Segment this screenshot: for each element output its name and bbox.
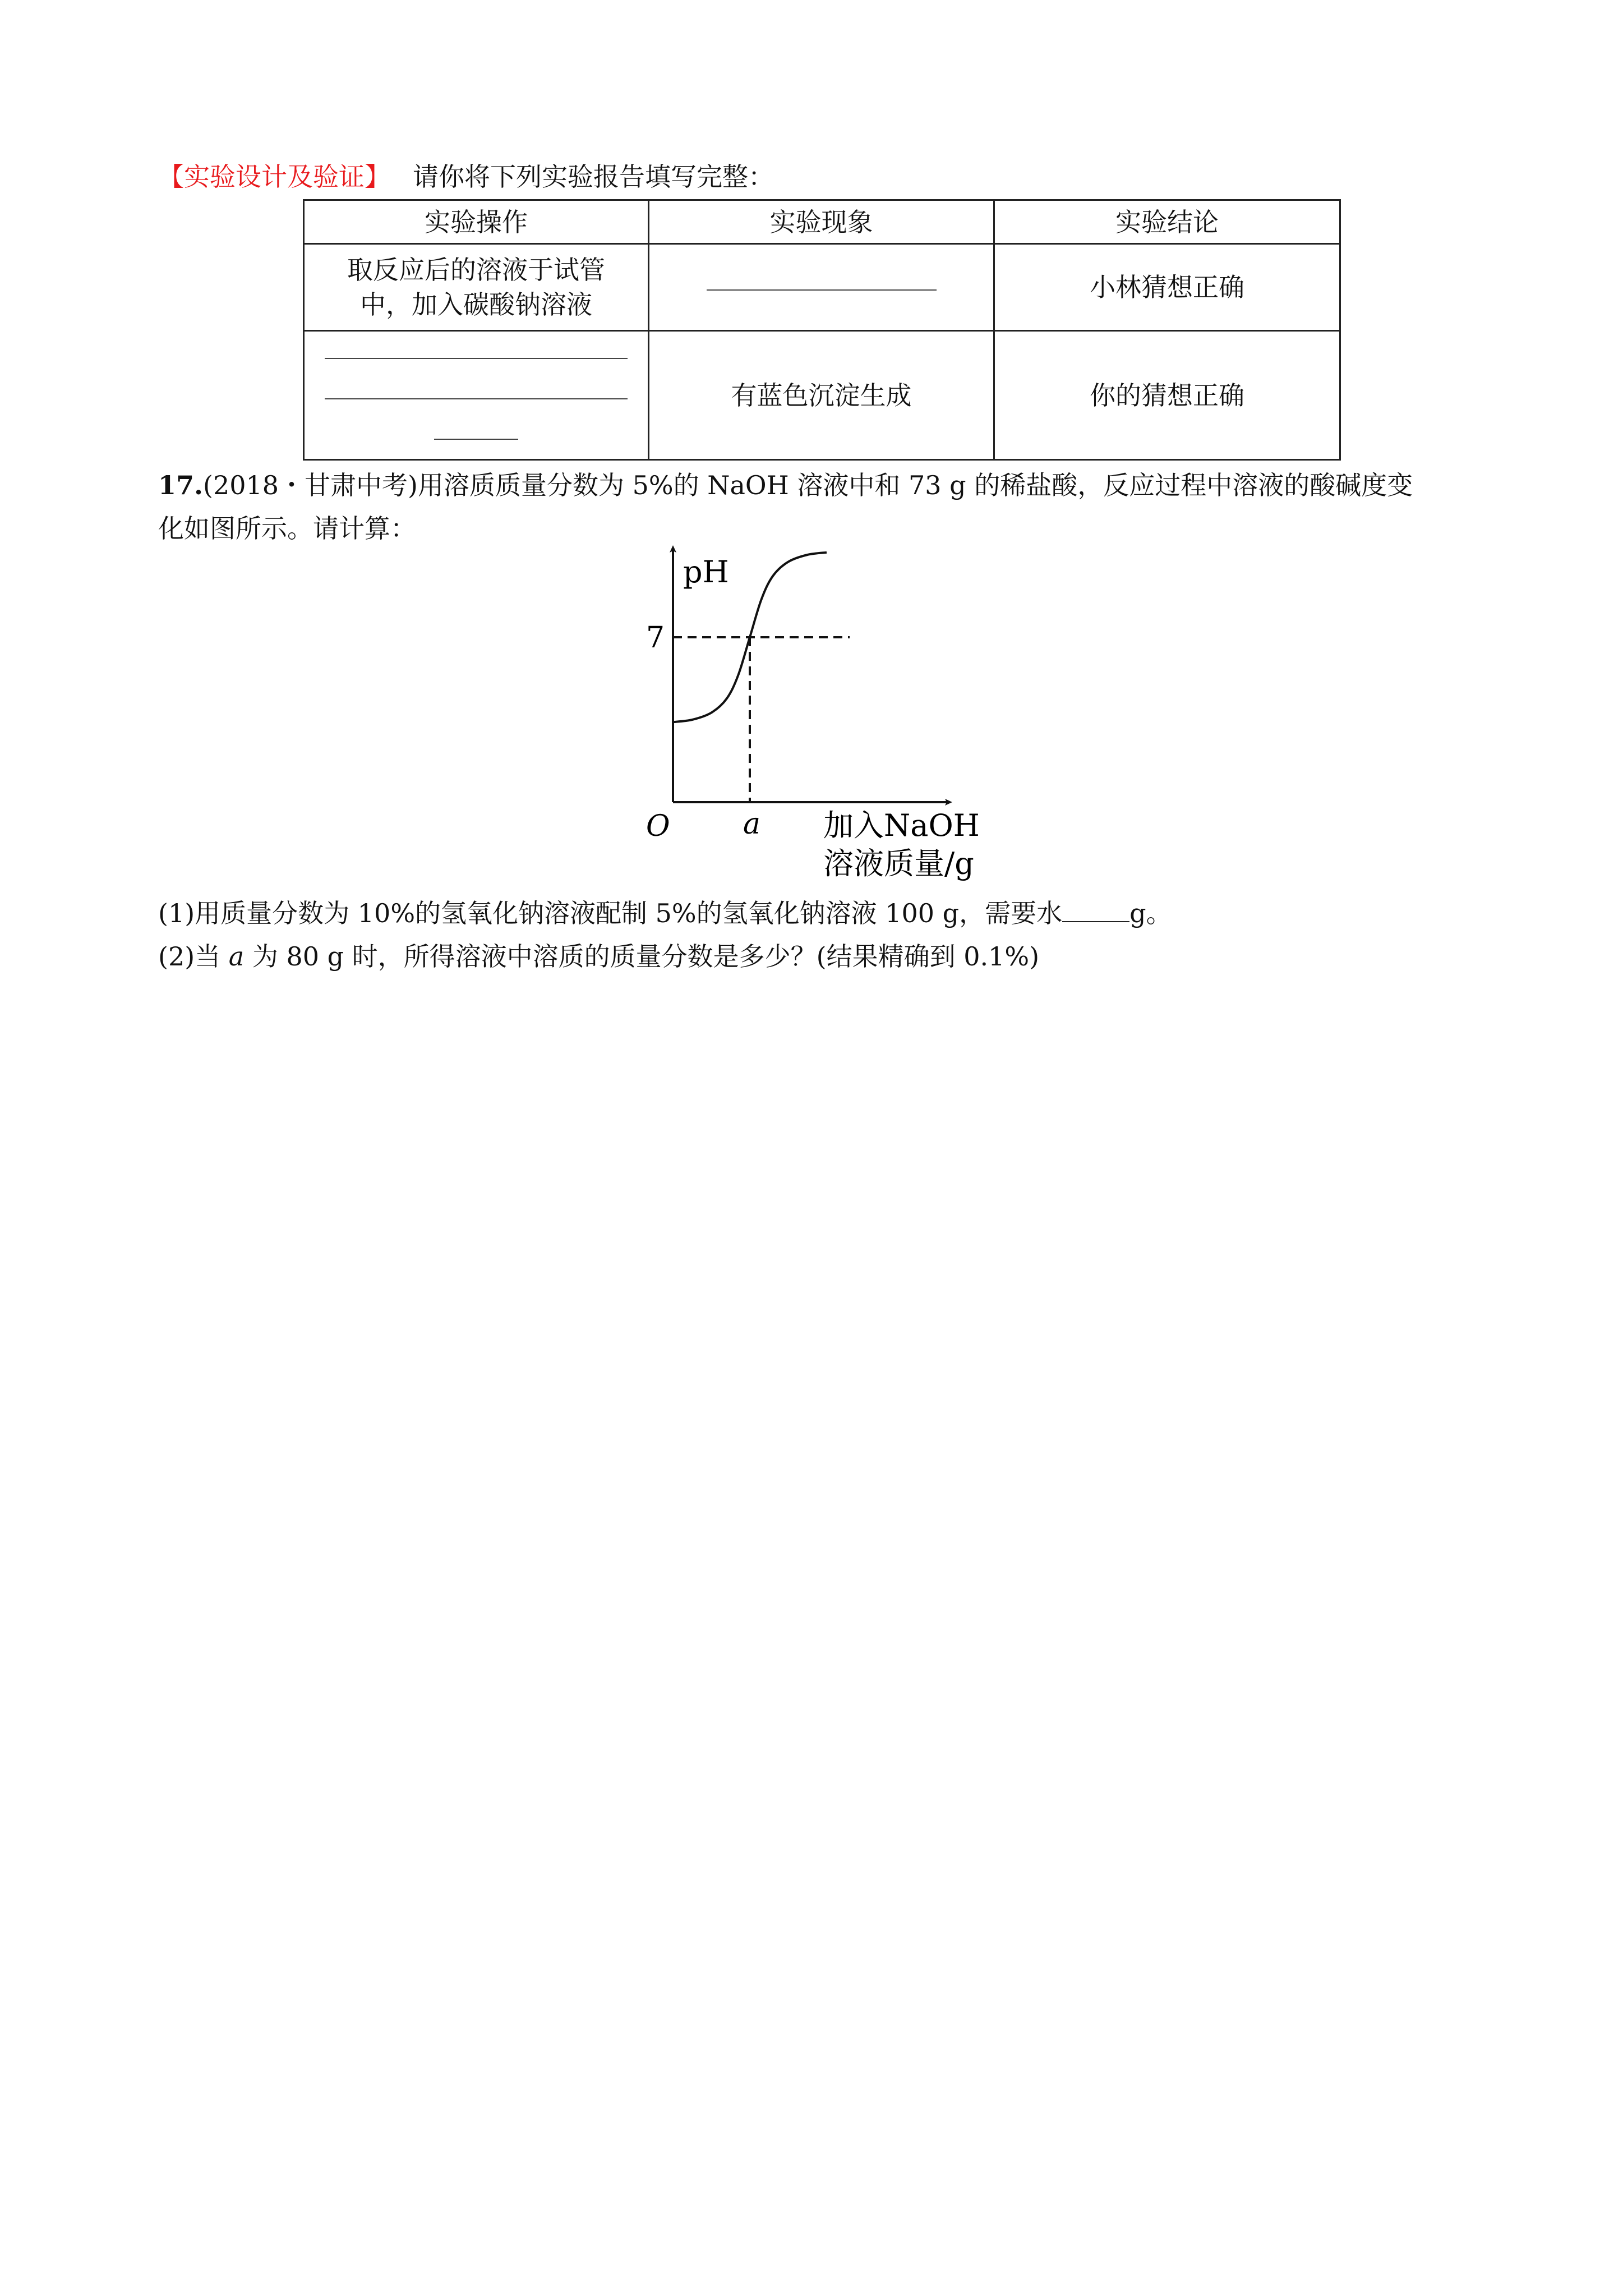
- question-text-1: 用溶质质量分数为 5%的 NaOH 溶液中和 73 g 的稀盐酸，反应过程中溶液的酸碱度变: [418, 470, 1413, 500]
- answer-blank-line[interactable]: [325, 397, 628, 399]
- origin-label: O: [646, 809, 670, 843]
- table-header-row: [304, 200, 1340, 244]
- intro-instruction: 请你将下列实验报告填写完整：: [413, 162, 774, 192]
- table-header-phenomenon: 实验现象: [649, 200, 994, 244]
- y-tick-label: 7: [646, 621, 665, 655]
- sub-question-2: [158, 940, 1039, 973]
- section-heading: 【实验设计及验证】: [158, 162, 390, 192]
- water-mass-blank[interactable]: [1062, 899, 1129, 922]
- table-cell-phenomenon-blank[interactable]: [649, 244, 994, 331]
- sub-question-1: [158, 896, 1172, 930]
- answer-blank[interactable]: [707, 288, 937, 291]
- ph-curve-chart: [617, 544, 1009, 892]
- question-line-1: [158, 468, 1413, 502]
- table-header-operation: 实验操作: [304, 200, 649, 244]
- table-cell-conclusion: 你的猜想正确: [994, 331, 1340, 460]
- x-axis-label-line1: 加入NaOH: [823, 808, 980, 843]
- sub-question-2-prefix: (2)当: [158, 941, 229, 972]
- table-row: [304, 244, 1340, 331]
- question-line-2: [158, 512, 416, 545]
- answer-blank-stack[interactable]: [310, 346, 642, 445]
- question-text-2: 化如图所示。请计算：: [158, 513, 416, 544]
- intro-line: [158, 160, 774, 194]
- x-axis-label-line2: 溶液质量/g: [823, 846, 974, 881]
- sub-question-1-text: (1)用质量分数为 10%的氢氧化钠溶液配制 5%的氢氧化钠溶液 100 g，需要水: [158, 898, 1063, 928]
- experiment-report-table: [303, 199, 1341, 461]
- y-axis-label: pH: [683, 554, 729, 590]
- question-source: (2018・甘肃中考): [203, 470, 418, 500]
- table-header-conclusion: 实验结论: [994, 200, 1340, 244]
- sub-question-2-variable: a: [228, 941, 245, 972]
- sub-question-1-unit: g。: [1129, 898, 1172, 928]
- table-row: [304, 331, 1340, 460]
- x-tick-label: a: [743, 807, 761, 841]
- table-cell-operation: [304, 244, 649, 331]
- answer-blank-line[interactable]: [325, 357, 628, 359]
- sub-question-2-text: 为 80 g 时，所得溶液中溶质的质量分数是多少？(结果精确到 0.1%): [244, 941, 1040, 972]
- operation-text-line1: 取反应后的溶液于试管: [347, 255, 605, 285]
- answer-blank-line[interactable]: [434, 438, 518, 440]
- operation-text-line2: 中，加入碳酸钠溶液: [360, 289, 592, 320]
- table-cell-operation-blank[interactable]: [304, 331, 649, 460]
- table-cell-conclusion: 小林猜想正确: [994, 244, 1340, 331]
- question-number: 17.: [158, 470, 204, 500]
- table-cell-phenomenon: 有蓝色沉淀生成: [649, 331, 994, 460]
